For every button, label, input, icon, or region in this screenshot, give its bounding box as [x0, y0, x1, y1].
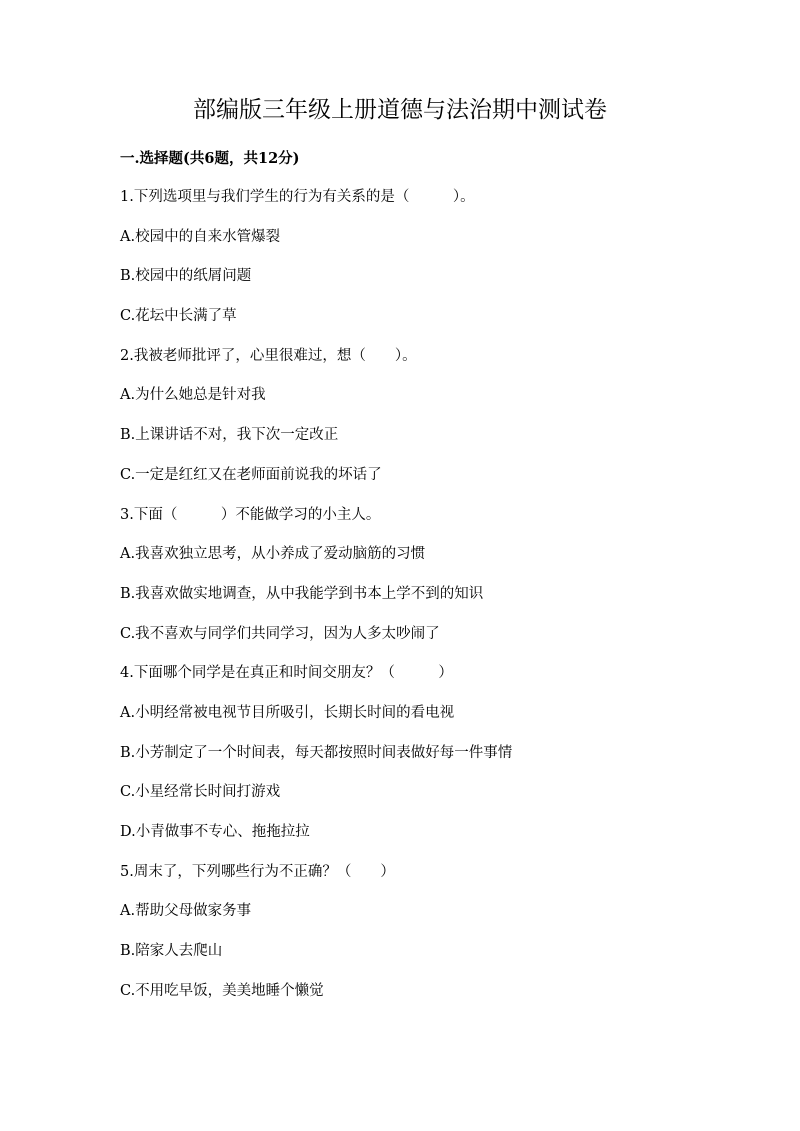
answer-option: C.一定是红红又在老师面前说我的坏话了 — [120, 466, 382, 483]
answer-option: A.帮助父母做家务事 — [120, 903, 252, 920]
answer-option: B.校园中的纸屑问题 — [120, 268, 252, 285]
page-title: 部编版三年级上册道德与法治期中测试卷 — [193, 97, 607, 123]
answer-option: D.小青做事不专心、拖拖拉拉 — [120, 824, 310, 840]
answer-option: C.不用吃早饭，美美地睡个懒觉 — [120, 982, 324, 999]
answer-option: C.小星经常长时间打游戏 — [120, 784, 281, 801]
answer-option: B.上课讲话不对，我下次一定改正 — [120, 427, 339, 444]
answer-option: C.花坛中长满了草 — [120, 308, 237, 325]
answer-option: A.我喜欢独立思考，从小养成了爱动脑筋的习惯 — [120, 546, 426, 563]
answer-option: A.为什么她总是针对我 — [120, 387, 266, 404]
answer-option: B.小芳制定了一个时间表，每天都按照时间表做好每一件事情 — [120, 744, 513, 761]
question-stem: 5.周末了，下列哪些行为不正确？（ ） — [120, 863, 395, 880]
question-stem: 3.下面（ ）不能做学习的小主人。 — [120, 506, 381, 523]
answer-option: C.我不喜欢与同学们共同学习，因为人多太吵闹了 — [120, 625, 440, 642]
question-stem: 2.我被老师批评了，心里很难过，想（ ）。 — [120, 347, 417, 364]
question-list — [120, 186, 760, 1019]
section-heading: 一.选择题(共6题，共12分) — [120, 150, 300, 167]
answer-option: A.校园中的自来水管爆裂 — [120, 228, 281, 245]
answer-option: B.我喜欢做实地调查，从中我能学到书本上学不到的知识 — [120, 585, 484, 602]
question-stem: 1.下列选项里与我们学生的行为有关系的是（ ）。 — [120, 189, 475, 205]
answer-option: A.小明经常被电视节目所吸引，长期长时间的看电视 — [120, 704, 455, 721]
question-stem: 4.下面哪个同学是在真正和时间交朋友？（ ） — [120, 665, 453, 682]
answer-option: B.陪家人去爬山 — [120, 943, 223, 960]
